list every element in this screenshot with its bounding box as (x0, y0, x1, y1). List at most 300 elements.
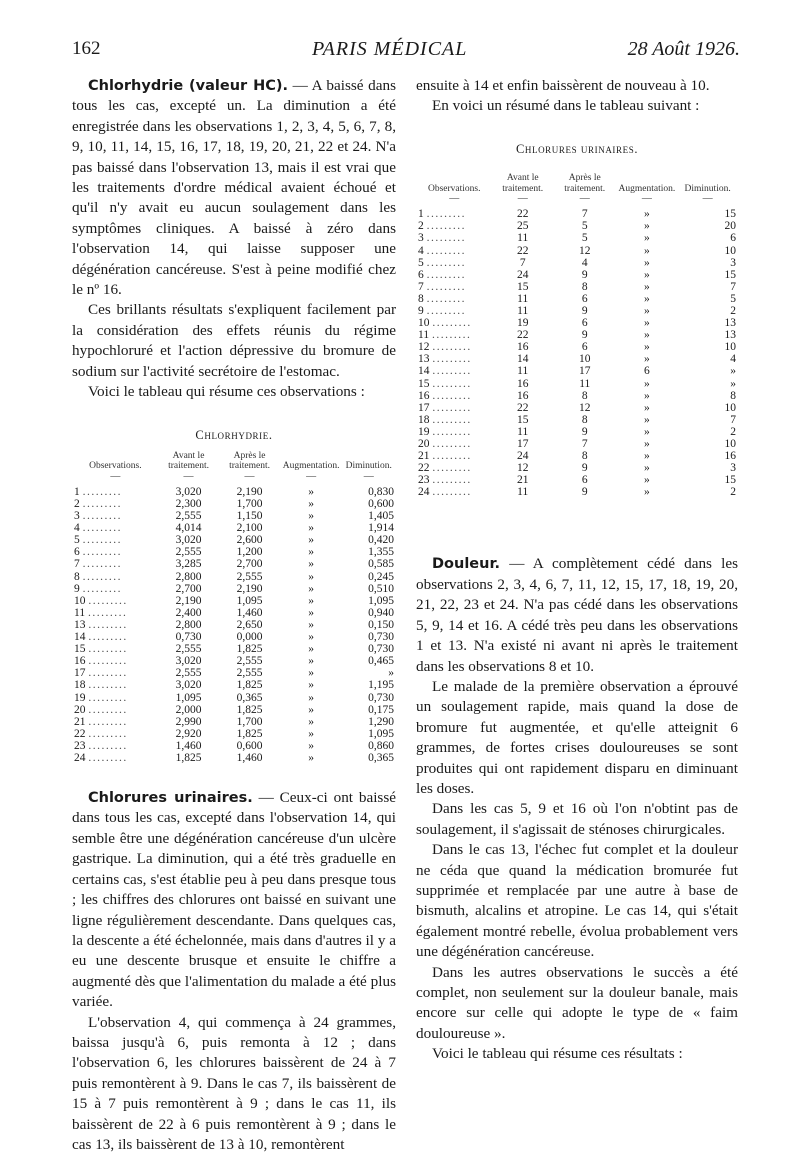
augmentation-cell: » (644, 280, 650, 293)
header-apres: Après le traitement. (564, 173, 606, 194)
augmentation-cell: » (308, 655, 314, 668)
chlorhydrie-table (72, 451, 396, 764)
apres-cell: 2,555 (236, 655, 263, 668)
table-row (416, 474, 738, 486)
avant-cell: 2,555 (175, 546, 202, 559)
augmentation-cell: » (644, 401, 650, 414)
augmentation-cell: » (644, 329, 650, 342)
table-row (72, 643, 396, 655)
apres-cell: 1,150 (236, 510, 263, 523)
avant-cell: 15 (516, 413, 529, 426)
augmentation-cell: » (308, 534, 314, 547)
avant-cell: 3,020 (175, 655, 202, 668)
table-row (72, 534, 396, 546)
table-row (416, 281, 738, 293)
table-row (416, 305, 738, 317)
avant-cell: 4,014 (175, 522, 202, 535)
dot-leader: ......... (432, 353, 472, 366)
avant-cell: 17 (516, 438, 529, 450)
chlorures-heading: Chlorures urinaires. (88, 790, 253, 807)
observation-cell: 9 ......... (74, 582, 122, 595)
left-column (72, 76, 396, 1155)
apres-cell: 17 (578, 365, 591, 378)
observation-cell: 13 ......... (74, 618, 128, 631)
table-row (72, 571, 396, 583)
augmentation-cell: » (308, 485, 314, 498)
diminution-cell: 13 (724, 317, 736, 330)
avant-cell: 16 (516, 341, 529, 354)
avant-cell: 2,800 (175, 570, 202, 583)
dot-leader: ......... (432, 438, 472, 450)
apres-cell: 1,095 (236, 594, 263, 607)
header-avant: Avant le traitement. (168, 450, 209, 472)
diminution-cell: 6 (730, 232, 736, 245)
diminution-cell: 0,465 (368, 655, 394, 668)
apres-cell: 2,190 (236, 485, 263, 498)
diminution-cell: 0,245 (368, 570, 394, 583)
avant-cell: 0,730 (175, 631, 202, 644)
apres-cell: 2,555 (236, 570, 263, 583)
table-row (72, 704, 396, 716)
augmentation-cell: » (308, 703, 314, 716)
avant-cell: 1,825 (175, 751, 202, 764)
augmentation-cell: » (308, 739, 314, 752)
diminution-cell: 15 (724, 474, 736, 487)
observation-cell: 18 ......... (74, 679, 128, 692)
apres-cell: 9 (581, 268, 588, 281)
table-row (72, 692, 396, 704)
table-row (72, 728, 396, 740)
observation-cell: 5 ......... (418, 256, 466, 269)
observation-cell: 11 ......... (418, 329, 472, 342)
apres-cell: 1,200 (236, 546, 263, 559)
table-row (416, 365, 738, 377)
diminution-cell: 15 (724, 268, 736, 281)
diminution-cell: 0,420 (368, 534, 394, 547)
apres-cell: 9 (581, 425, 588, 438)
apres-cell: 6 (581, 292, 588, 305)
observation-cell: 1 ......... (418, 208, 466, 221)
dot-leader: ......... (426, 292, 466, 305)
douleur-paragraph: Douleur. — A complètement cédé dans les observations 2, 3, 4, 6, 7, 11, 12, 15, 17, 18, 19, 20, 21, 22, 23 et 24. N'a pas cédé dans les observations 5, 9, 14 et 16. A cédé très peu dans les observations 1 et 13. N'a existé ni avant ni après le traitement dans les observations 8 et 10. (416, 555, 738, 675)
observation-cell: 22 ......... (74, 727, 128, 740)
apres-cell: 9 (581, 304, 588, 317)
augmentation-cell: » (644, 268, 650, 281)
avant-cell: 21 (516, 474, 529, 487)
observation-cell: 4 ......... (418, 244, 466, 257)
diminution-cell: 7 (730, 413, 736, 426)
dot-leader: ......... (82, 485, 122, 498)
diminution-cell: 2 (730, 304, 736, 317)
avant-cell: 11 (517, 425, 529, 438)
diminution-cell: 0,730 (368, 691, 394, 704)
augmentation-cell: » (308, 510, 314, 523)
dot-leader: ......... (88, 618, 128, 631)
apres-cell: 10 (578, 353, 591, 366)
avant-cell: 14 (516, 353, 529, 366)
augmentation-cell: » (644, 353, 650, 366)
dot-leader: ......... (426, 280, 466, 293)
diminution-cell: 2 (730, 425, 736, 438)
dot-leader: ......... (88, 655, 128, 668)
table-row (416, 257, 738, 269)
apres-cell: 1,460 (236, 606, 263, 619)
avant-cell: 3,285 (175, 558, 202, 571)
table-row (416, 426, 738, 438)
diminution-cell: 0,730 (368, 631, 394, 644)
dash-row: — — — — — (110, 470, 374, 482)
chlorures-table-title: Chlorures urinaires. (515, 141, 639, 156)
observation-cell: 9 ......... (418, 304, 466, 317)
augmentation-cell: » (644, 304, 650, 317)
avant-cell: 2,990 (175, 715, 202, 728)
table-row (72, 619, 396, 631)
table-row (72, 752, 396, 764)
augmentation-cell: » (644, 486, 650, 499)
dash-row: — — — — — (449, 193, 713, 205)
apres-cell: 8 (581, 389, 588, 402)
dot-leader: ......... (88, 631, 128, 644)
table-row (416, 402, 738, 414)
douleur-heading: Douleur. (432, 556, 501, 573)
augmentation-cell: » (308, 594, 314, 607)
table-row (416, 341, 738, 353)
table-row (72, 607, 396, 619)
diminution-cell: 0,940 (368, 606, 394, 619)
dot-leader: ......... (432, 462, 472, 475)
avant-cell: 12 (516, 462, 529, 475)
avant-cell: 2,700 (175, 582, 202, 595)
apres-cell: 2,555 (236, 667, 263, 680)
dot-leader: ......... (87, 606, 128, 619)
apres-cell: 8 (581, 280, 588, 293)
table-row (416, 450, 738, 462)
diminution-cell: 7 (730, 280, 736, 293)
diminution-cell: 1,095 (368, 727, 394, 740)
apres-cell: 9 (581, 486, 588, 499)
dot-leader: ......... (88, 703, 128, 716)
diminution-cell: 0,600 (368, 498, 394, 510)
avant-cell: 3,020 (175, 534, 202, 547)
apres-cell: 1,825 (236, 703, 263, 716)
dot-leader: ......... (82, 498, 122, 510)
augmentation-cell: » (308, 691, 314, 704)
augmentation-cell: » (308, 631, 314, 644)
diminution-cell: 10 (724, 341, 736, 354)
table-row (72, 655, 396, 667)
header-observations: Observations. (89, 461, 142, 472)
chlorhydrie-table-title: Chlorhydrie. (195, 427, 273, 442)
table-row (416, 486, 738, 498)
diminution-cell: 0,585 (368, 558, 394, 571)
augmentation-cell: » (644, 341, 650, 354)
avant-cell: 16 (516, 377, 529, 390)
diminution-cell: 10 (724, 244, 736, 257)
observation-cell: 15 ......... (418, 377, 472, 390)
table-header-row (72, 451, 396, 472)
observation-4-paragraph: L'observation 4, qui commença à 24 grammes, baissa jusqu'à 6, puis remonta à 12 ; dans l'observation 6, les chlorures baissèrent de 24 à 7 puis remontèrent à 9. Dans le cas 7, ils baissèrent de 15 à 7 puis remontèrent à 9 ; dans le cas 11, ils baissèrent de 22 à 6 puis remontèrent à 9 ; dans le cas 13, ils baissèrent de 13 à 10, remontèrent (72, 1013, 396, 1153)
augmentation-cell: » (308, 582, 314, 595)
observation-cell: 14 ......... (418, 365, 472, 378)
observation-cell: 16 ......... (418, 389, 472, 402)
apres-cell: 0,000 (236, 631, 263, 644)
augmentation-cell: » (308, 546, 314, 559)
header-avant: Avant le traitement. (502, 173, 544, 194)
observation-cell: 10 ......... (418, 317, 472, 330)
table-row (72, 631, 396, 643)
augmentation-cell: » (644, 232, 650, 245)
chlorures-paragraph: Chlorures urinaires. — Ceux-ci ont baissé dans tous les cas, excepté dans l'observation 14, qui semble être une dégénération cancéreuse d'un ulcère gastrique. La diminution, qui a été très graduelle en certains cas, s'est établie peu à peu dans presque tous ; les chiffres des chlorures ont baissé en suivant une ligne régulièrement descendante. Dans quelques cas, la descente a été échelonnée, mais dans d'autres il y a eu une descente brusque et ensuite le chiffre a augmenté dès que l'alimentation du malade a été plus variée. (72, 789, 396, 1011)
augmentation-cell: » (644, 256, 650, 269)
dot-leader: ......... (432, 413, 472, 426)
dot-leader: ......... (432, 425, 472, 438)
dot-leader: ......... (88, 667, 128, 680)
avant-cell: 7 (519, 256, 526, 269)
apres-cell: 6 (581, 317, 588, 330)
dot-leader: ......... (432, 474, 472, 487)
augmentation-cell: » (644, 450, 650, 463)
avant-cell: 22 (516, 401, 529, 414)
dot-leader: ......... (82, 546, 122, 559)
augmentation-cell: » (308, 715, 314, 728)
dot-leader: ......... (88, 594, 128, 607)
avant-cell: 2,190 (175, 594, 202, 607)
avant-cell: 11 (517, 486, 529, 499)
dot-leader: ......... (88, 691, 128, 704)
dot-leader: ......... (82, 534, 122, 547)
avant-cell: 24 (516, 450, 529, 463)
augmentation-cell: » (644, 462, 650, 475)
dot-leader: ......... (426, 304, 466, 317)
diminution-cell: » (388, 667, 394, 680)
table-row (72, 667, 396, 679)
table-row (72, 716, 396, 728)
augmentation-cell: » (644, 474, 650, 487)
observation-cell: 16 ......... (74, 655, 128, 668)
header-apres: Après le traitement. (229, 450, 270, 472)
avant-cell: 19 (516, 317, 529, 330)
dot-leader: ......... (432, 486, 472, 499)
augmentation-cell: » (308, 667, 314, 680)
apres-cell: 0,600 (236, 739, 263, 752)
avant-cell: 2,000 (175, 703, 202, 716)
table-row (416, 378, 738, 390)
augmentation-cell: » (308, 522, 314, 535)
observation-cell: 23 ......... (74, 739, 128, 752)
dot-leader: ......... (432, 365, 472, 378)
first-observation-paragraph: Le malade de la première observation a éprouvé un soulagement rapide, mais quand la dose de bromure fut augmentée, et qu'elle atteignit 6 grammes, de fortes crises douloureuses se sont produites qui ont rapidement disparu en diminuant les doses. (416, 677, 738, 797)
journal-title: PARIS MÉDICAL (312, 38, 468, 60)
issue-date: 28 Août 1926. (627, 38, 740, 60)
table-row (416, 462, 738, 474)
apres-cell: 9 (581, 329, 588, 342)
avant-cell: 22 (516, 208, 529, 221)
dot-leader: ......... (82, 582, 122, 595)
table-row (416, 245, 738, 257)
header-augmentation: Augmentation. (618, 183, 676, 194)
dot-leader: ......... (82, 570, 122, 583)
apres-cell: 0,365 (236, 691, 263, 704)
table-intro-paragraph: Voici le tableau qui résume ces observations : (88, 383, 365, 401)
diminution-cell: 1,405 (368, 510, 394, 523)
observation-cell: 17 ......... (418, 401, 472, 414)
chlorhydrie-heading: Chlorhydrie (valeur HC). (88, 78, 288, 94)
diminution-cell: 2 (730, 486, 736, 499)
diminution-cell: 0,150 (368, 618, 394, 631)
header-augmentation: Augmentation. (282, 461, 340, 472)
stenoses-paragraph: Dans les cas 5, 9 et 16 où l'on n'obtint pas de soulagement, il s'agissait de sténoses chirurgicales. (416, 800, 738, 838)
augmentation-cell: » (308, 570, 314, 583)
observation-cell: 1 ......... (74, 485, 122, 498)
table-row (72, 522, 396, 534)
avant-cell: 1,095 (175, 691, 202, 704)
observation-cell: 19 ......... (74, 691, 128, 704)
apres-cell: 12 (578, 244, 591, 257)
augmentation-cell: » (644, 425, 650, 438)
diminution-cell: 1,290 (368, 715, 394, 728)
observation-cell: 5 ......... (74, 534, 122, 547)
observation-cell: 21 ......... (74, 715, 128, 728)
table-row (416, 329, 738, 341)
apres-cell: 2,700 (236, 558, 263, 571)
dot-leader: ......... (426, 232, 466, 245)
apres-cell: 1,700 (236, 498, 263, 510)
table-row (72, 583, 396, 595)
dot-leader: ......... (431, 329, 472, 342)
apres-cell: 9 (581, 462, 588, 475)
augmentation-cell: » (644, 292, 650, 305)
table-row (72, 510, 396, 522)
apres-cell: 12 (578, 401, 591, 414)
diminution-cell: 16 (724, 450, 736, 463)
augmentation-cell: » (308, 618, 314, 631)
diminution-cell: 20 (724, 220, 736, 233)
table-row (416, 438, 738, 450)
observation-cell: 6 ......... (74, 546, 122, 559)
page-header (72, 38, 740, 64)
diminution-cell: 1,095 (368, 594, 394, 607)
diminution-cell: 3 (730, 462, 736, 475)
observation-cell: 13 ......... (418, 353, 472, 366)
avant-cell: 3,020 (175, 679, 202, 692)
dot-leader: ......... (432, 341, 472, 354)
diminution-cell: 0,175 (368, 703, 394, 716)
augmentation-cell: » (644, 220, 650, 233)
observation-cell: 22 ......... (418, 462, 472, 475)
apres-cell: 1,825 (236, 643, 263, 656)
dot-leader: ......... (82, 522, 122, 535)
table-row (416, 269, 738, 281)
dot-leader: ......... (88, 643, 128, 656)
apres-cell: 8 (581, 413, 588, 426)
observation-cell: 7 ......... (74, 558, 122, 571)
diminution-cell: 0,365 (368, 751, 394, 764)
observation-cell: 14 ......... (74, 631, 128, 644)
augmentation-cell: » (644, 377, 650, 390)
dot-leader: ......... (432, 401, 472, 414)
observation-cell: 4 ......... (74, 522, 122, 535)
avant-cell: 24 (516, 268, 529, 281)
results-intro-paragraph: Voici le tableau qui résume ces résultats : (432, 1045, 683, 1063)
avant-cell: 2,300 (175, 498, 202, 510)
success-paragraph: Dans les autres observations le succès a été complet, non seulement sur la douleur banale, mais encore sur celle qui adopte le type de « faim douloureuse ». (416, 963, 738, 1042)
avant-cell: 2,555 (175, 667, 202, 680)
avant-cell: 2,400 (175, 606, 202, 619)
avant-cell: 15 (516, 280, 529, 293)
observation-cell: 2 ......... (418, 220, 466, 233)
augmentation-cell: » (644, 389, 650, 402)
observation-cell: 18 ......... (418, 413, 472, 426)
avant-cell: 3,020 (175, 485, 202, 498)
observation-cell: 20 ......... (74, 703, 128, 716)
diminution-cell: » (730, 377, 736, 390)
avant-cell: 16 (516, 389, 529, 402)
dot-leader: ......... (82, 558, 122, 571)
apres-cell: 1,825 (236, 679, 263, 692)
observation-cell: 3 ......... (74, 510, 122, 523)
augmentation-cell: » (308, 606, 314, 619)
augmentation-cell: » (308, 727, 314, 740)
observation-cell: 6 ......... (418, 268, 466, 281)
continuation-line: ensuite à 14 et enfin baissèrent de nouveau à 10. (416, 77, 710, 94)
augmentation-cell: » (644, 244, 650, 257)
avant-cell: 25 (516, 220, 529, 233)
augmentation-cell: » (644, 438, 650, 450)
apres-cell: 2,650 (236, 618, 263, 631)
observation-cell: 20 ......... (418, 438, 472, 450)
apres-cell: 1,825 (236, 727, 263, 740)
table-header-row (416, 173, 738, 194)
diminution-cell: 0,830 (368, 485, 394, 498)
avant-cell: 22 (516, 244, 529, 257)
avant-cell: 2,555 (175, 643, 202, 656)
augmentation-cell: » (308, 643, 314, 656)
dot-leader: ......... (426, 256, 466, 269)
observation-cell: 24 ......... (74, 751, 128, 764)
apres-cell: 4 (581, 256, 588, 269)
table-row (416, 317, 738, 329)
dot-leader: ......... (432, 450, 472, 463)
dot-leader: ......... (432, 317, 472, 330)
table-row (72, 740, 396, 752)
apres-cell: 1,700 (236, 715, 263, 728)
table-intro-line: En voici un résumé dans le tableau suivant : (432, 97, 700, 115)
page-number: 162 (72, 38, 101, 59)
apres-cell: 6 (581, 474, 588, 487)
table-row (72, 595, 396, 607)
chlorures-table (416, 173, 738, 498)
avant-cell: 11 (517, 304, 529, 317)
apres-cell: 8 (581, 450, 588, 463)
apres-cell: 7 (581, 438, 588, 450)
observation-cell: 8 ......... (74, 570, 122, 583)
dot-leader: ......... (426, 220, 466, 233)
diminution-cell: 13 (724, 329, 736, 342)
augmentation-cell: » (308, 751, 314, 764)
apres-cell: 1,460 (236, 751, 263, 764)
diminution-cell: 15 (724, 208, 736, 221)
header-diminution: Diminution. (345, 461, 392, 472)
diminution-cell: 3 (730, 256, 736, 269)
diminution-cell: 1,355 (368, 546, 394, 559)
avant-cell: 2,800 (175, 618, 202, 631)
observation-cell: 11 ......... (74, 606, 128, 619)
observation-cell: 17 ......... (74, 667, 128, 680)
diminution-cell: 1,914 (368, 522, 394, 535)
observation-cell: 3 ......... (418, 232, 466, 245)
table-row (416, 293, 738, 305)
diminution-cell: 0,860 (368, 739, 394, 752)
